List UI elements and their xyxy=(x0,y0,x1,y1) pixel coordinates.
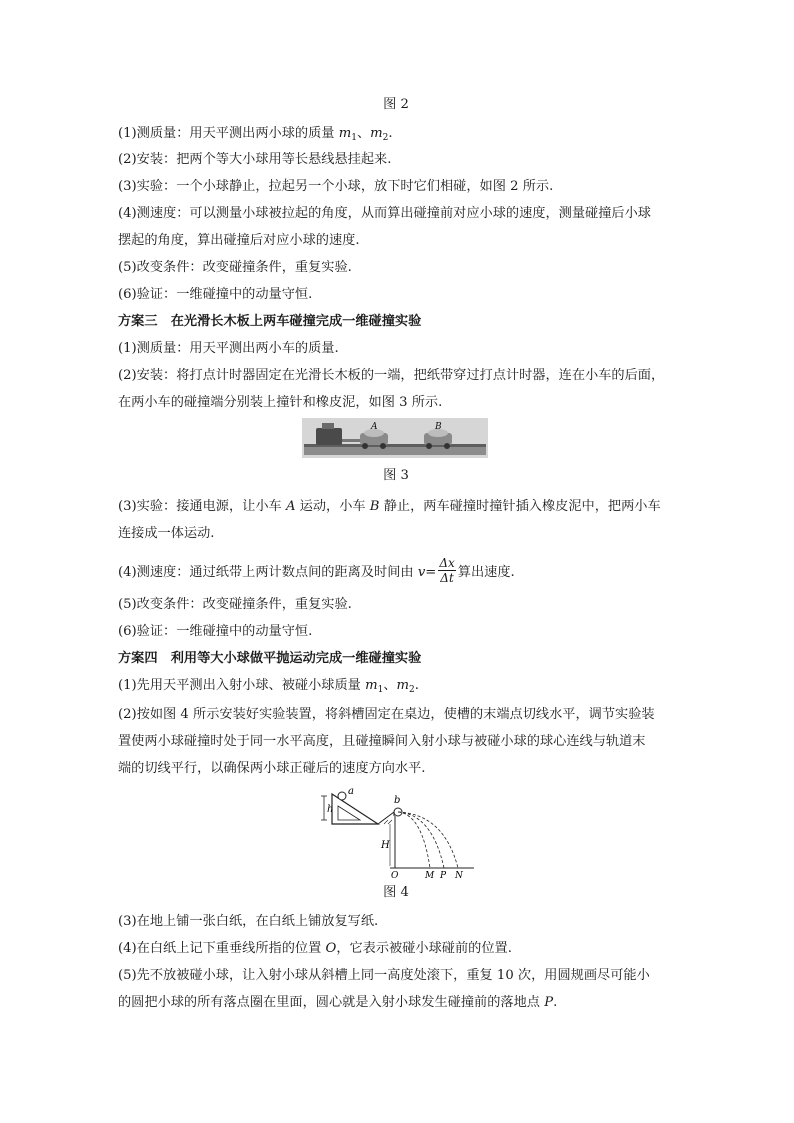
s4-step-2b: 置使两小球碰撞时处于同一水平高度，且碰撞瞬间入射小球与被碰小球的球心连线与轨道末 xyxy=(118,734,646,749)
velocity-fraction: $\frac{\Delta x}{\Delta t}$ xyxy=(439,556,455,585)
s3-step-4: (4)测速度：通过纸带上两计数点间的距离及时间由 v= $\frac{\Delta x}{\Delta t}$ 算出速度. xyxy=(118,556,515,585)
O-label: O xyxy=(391,871,399,880)
figure-4-apparatus xyxy=(318,784,478,880)
scheme-4-heading: 方案四 利用等大小球做平抛运动完成一维碰撞实验 xyxy=(118,651,422,666)
figure-2-caption: 图 2 xyxy=(383,97,409,112)
s4-step-4: (4)在白纸上记下重垂线所指的位置 O，它表示被碰小球碰前的位置. xyxy=(118,941,512,956)
s4-step-2a: (2)按如图 4 所示安装好实验装置，将斜槽固定在桌边，使槽的末端点切线水平，调节实验装 xyxy=(118,707,655,722)
s2-step-4a: (4)测速度：可以测量小球被拉起的角度，从而算出碰撞前对应小球的速度，测量碰撞后小球 xyxy=(118,206,651,221)
figure-3-cart-photo xyxy=(302,418,488,458)
s4-step-3: (3)在地上铺一张白纸，在白纸上铺放复写纸. xyxy=(118,914,379,929)
s2-step-6: (6)验证：一维碰撞中的动量守恒. xyxy=(118,287,313,302)
s2-step-5: (5)改变条件：改变碰撞条件，重复实验. xyxy=(118,260,352,275)
ball-a-label: a xyxy=(348,786,354,797)
M-label: M xyxy=(425,871,435,880)
s3-step-2b: 在两小车的碰撞端分别装上撞针和橡皮泥，如图 3 所示. xyxy=(118,395,443,410)
s3-step-3a: (3)实验：接通电源，让小车 A 运动，小车 B 静止，两车碰撞时撞针插入橡皮泥中，把两小车 xyxy=(118,499,661,514)
s4-step-5b: 的圆把小球的所有落点圈在里面，圆心就是入射小球发生碰撞前的落地点 P. xyxy=(118,995,558,1010)
P-label: P xyxy=(440,871,447,880)
scheme-3-heading: 方案三 在光滑长木板上两车碰撞完成一维碰撞实验 xyxy=(118,314,422,329)
cart-b-label: B xyxy=(435,422,442,432)
s4-step-2c: 端的切线平行，以确保两小球正碰后的速度方向水平. xyxy=(118,761,426,776)
s2-step-4b: 摆起的角度，算出碰撞后对应小球的速度. xyxy=(118,233,360,248)
s3-step-3b: 连接成一体运动. xyxy=(118,526,215,541)
s3-step-1: (1)测质量：用天平测出两小车的质量. xyxy=(118,341,339,356)
s2-step-1: (1)测质量：用天平测出两小球的质量 $m_1$、$m_2$. xyxy=(118,126,393,143)
figure-4-caption: 图 4 xyxy=(383,885,409,900)
s4-step-5a: (5)先不放被碰小球，让入射小球从斜槽上同一高度处滚下，重复 10 次，用圆规画尽可能小 xyxy=(118,968,650,983)
cart-a-label: A xyxy=(371,422,378,432)
H-label: H xyxy=(381,840,390,851)
s2-step-2: (2)安装：把两个等大小球用等长悬线悬挂起来. xyxy=(118,152,392,167)
s2-step-3: (3)实验：一个小球静止，拉起另一个小球，放下时它们相碰，如图 2 所示. xyxy=(118,179,554,194)
figure-3-caption: 图 3 xyxy=(383,468,409,483)
N-label: N xyxy=(455,871,463,880)
ball-b-label: b xyxy=(394,795,401,806)
h-label: h xyxy=(327,804,334,815)
s3-step-2a: (2)安装：将打点计时器固定在光滑长木板的一端，把纸带穿过打点计时器，连在小车的后面， xyxy=(118,368,665,383)
s3-step-6: (6)验证：一维碰撞中的动量守恒. xyxy=(118,624,313,639)
s4-step-1: (1)先用天平测出入射小球、被碰小球质量 $m_1$、$m_2$. xyxy=(118,678,419,695)
s3-step-5: (5)改变条件：改变碰撞条件，重复实验. xyxy=(118,597,352,612)
